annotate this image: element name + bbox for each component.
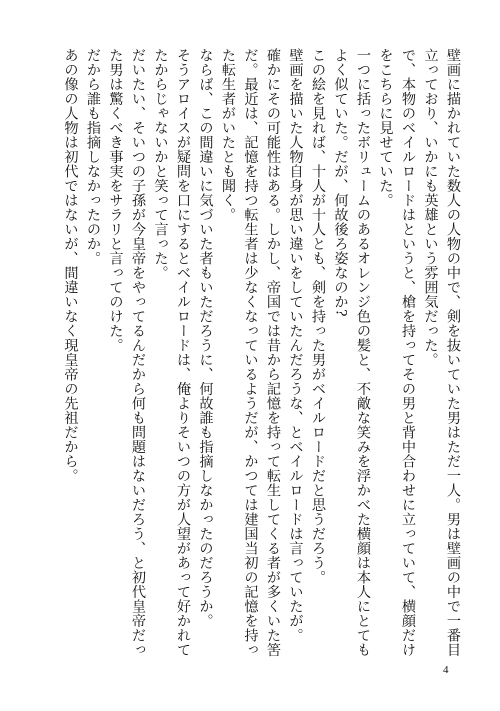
paragraph: 一つに括ったボリュームのあるオレンジ色の髪と、不敵な笑みを浮かべた横顔は本人にとてもよく似ていた。だが、何故後ろ姿なのか? bbox=[332, 48, 371, 657]
paragraph: だいたい、そいつの子孫が今皇帝をやってるんだから何も問題はないだろう、と初代皇帝だった男は驚くべき事実をサラリと言ってのけた。 bbox=[107, 48, 146, 657]
paragraph: だから誰も指摘しなかったのか。 bbox=[85, 48, 101, 266]
paragraph: そうアロイスが疑問を口にするとベイルロードは、俺よりそいつの方が人望があって好かれてたからじゃないかと笑って言った。 bbox=[152, 48, 191, 657]
vertical-text-body bbox=[59, 48, 464, 668]
paragraph: で、本物のベイルロードはというと、槍を持ってその男と背中合わせに立っていて、横顔だけをこちらに見せていた。 bbox=[377, 48, 416, 657]
page-number: 4 bbox=[443, 664, 449, 676]
paragraph: 壁画を描いた人物自身が思い違いをしていたんだろうな、とベイルロードは言っていたが。 bbox=[287, 48, 304, 643]
paragraph: ならば、この間違いに気づいた者もいただろうに、何故誰も指摘しなかったのだろうか。 bbox=[197, 48, 214, 628]
paragraph: この絵を見れば、十人が十人とも、剣を持った男がベイルロードだと思うだろう。 bbox=[310, 48, 326, 585]
paragraph: あの像の人物は初代ではないが、間違いなく現皇帝の先祖だから。 bbox=[62, 48, 79, 483]
paragraph: 確かにその可能性はある。しかし、帝国では昔から記憶を持って転生してくる者が多くいた筈だ。最近は、記憶を持つ転生者は少なくなっているようだが、かつては建国当初の記憶を持った転生者がいたとも聞く。 bbox=[220, 48, 281, 657]
paragraph: 壁画に描かれていた数人の人物の中で、剣を抜いていた男はただ一人。男は壁画の中で一番目立っており、いかにも英雄という雰囲気だった。 bbox=[422, 48, 461, 657]
